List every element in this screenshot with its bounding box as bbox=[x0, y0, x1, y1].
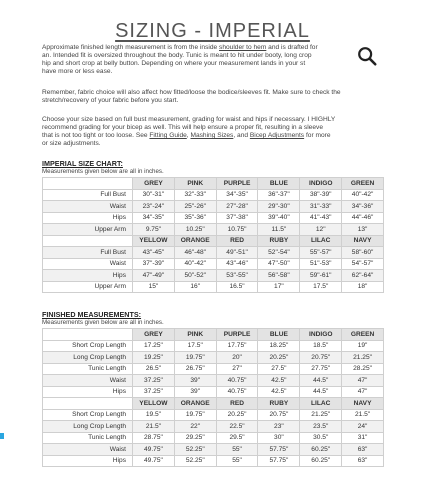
table-cell: 63" bbox=[342, 455, 384, 467]
table-cell: 26.5" bbox=[133, 363, 175, 375]
size-header-lilac: LILAC bbox=[300, 398, 342, 410]
p2-line-2: stretch/recovery of your fabric before you start. bbox=[42, 97, 179, 104]
table-cell: 38"-39" bbox=[300, 189, 342, 201]
table-cell: 24" bbox=[342, 421, 384, 433]
row-label: Short Crop Length bbox=[43, 409, 133, 421]
p1-line-text: have more or less ease. bbox=[42, 68, 113, 75]
table-row bbox=[43, 281, 384, 293]
table-cell: 13" bbox=[342, 224, 384, 236]
table-cell: 52"-54" bbox=[258, 247, 300, 259]
table-cell: 49"-51" bbox=[216, 247, 258, 259]
table-row bbox=[43, 352, 384, 364]
table-cell: 30"-31" bbox=[133, 189, 175, 201]
size-header-yellow: YELLOW bbox=[133, 398, 175, 410]
size-header-row bbox=[43, 329, 384, 341]
table-cell: 23"-24" bbox=[133, 201, 175, 213]
size-header-green: GREEN bbox=[342, 329, 384, 341]
table-cell: 44.5" bbox=[300, 375, 342, 387]
row-label: Upper Arm bbox=[43, 281, 133, 293]
table-cell: 34"-35" bbox=[216, 189, 258, 201]
size-header-ruby: RUBY bbox=[258, 235, 300, 247]
table-cell: 22.5" bbox=[216, 421, 258, 433]
header-corner bbox=[43, 235, 133, 247]
table-cell: 16" bbox=[174, 281, 216, 293]
table-cell: 22" bbox=[174, 421, 216, 433]
table-cell: 19.75" bbox=[174, 352, 216, 364]
table-cell: 27.75" bbox=[300, 363, 342, 375]
table-cell: 49.75" bbox=[133, 455, 175, 467]
table-cell: 18.5" bbox=[300, 340, 342, 352]
link-separator-1: , bbox=[186, 132, 191, 139]
row-label: Tunic Length bbox=[43, 432, 133, 444]
link-separator-2: , and bbox=[233, 132, 250, 139]
table-cell: 20.25" bbox=[258, 352, 300, 364]
table-cell: 21.25" bbox=[342, 352, 384, 364]
table-cell: 28.75" bbox=[133, 432, 175, 444]
table-cell: 40"-42" bbox=[342, 189, 384, 201]
size-header-orange: ORANGE bbox=[174, 235, 216, 247]
finished-measurements-table bbox=[42, 328, 384, 467]
row-label: Waist bbox=[43, 444, 133, 456]
p3-line-1: Choose your size based on full bust measurement, grading for waist and hips if necessary. I HIGHLY bbox=[42, 116, 336, 123]
size-header-green: GREEN bbox=[342, 178, 384, 190]
table-cell: 55"-57" bbox=[300, 247, 342, 259]
table-cell: 17" bbox=[258, 281, 300, 293]
table-cell: 20.75" bbox=[300, 352, 342, 364]
header-corner bbox=[43, 398, 133, 410]
table-cell: 9.75" bbox=[133, 224, 175, 236]
row-label: Tunic Length bbox=[43, 363, 133, 375]
table-cell: 40.75" bbox=[216, 386, 258, 398]
p3-line-3 bbox=[42, 132, 382, 140]
table-row bbox=[43, 363, 384, 375]
row-label: Waist bbox=[43, 258, 133, 270]
table-cell: 47" bbox=[342, 375, 384, 387]
table-cell: 37.25" bbox=[133, 386, 175, 398]
table-cell: 25"-26" bbox=[174, 201, 216, 213]
p3-line-4: or size adjustments. bbox=[42, 140, 101, 147]
size-chart-table bbox=[42, 177, 384, 293]
table-cell: 42.5" bbox=[258, 386, 300, 398]
table-cell: 27"-28" bbox=[216, 201, 258, 213]
table-cell: 63" bbox=[342, 444, 384, 456]
table-row bbox=[43, 409, 384, 421]
size-header-row bbox=[43, 235, 384, 247]
table-cell: 17.25" bbox=[133, 340, 175, 352]
table-row bbox=[43, 189, 384, 201]
table-cell: 34"-36" bbox=[342, 201, 384, 213]
size-header-blue: BLUE bbox=[258, 329, 300, 341]
size-header-pink: PINK bbox=[174, 178, 216, 190]
size-header-red: RED bbox=[216, 235, 258, 247]
finished-subheading: Measurements given below are all in inches. bbox=[42, 319, 164, 326]
table-cell: 44.5" bbox=[300, 386, 342, 398]
table-cell: 34"-35" bbox=[133, 212, 175, 224]
table-cell: 17.5" bbox=[300, 281, 342, 293]
p1-line-tail: and is drafted for bbox=[266, 44, 318, 51]
finished-heading: FINISHED MEASUREMENTS: bbox=[42, 310, 142, 319]
table-cell: 31" bbox=[342, 432, 384, 444]
p1-line-2 bbox=[42, 52, 382, 60]
header-corner bbox=[43, 329, 133, 341]
table-cell: 43"-46" bbox=[216, 258, 258, 270]
table-row bbox=[43, 455, 384, 467]
link-tail: for more bbox=[304, 132, 331, 139]
table-cell: 58"-60" bbox=[342, 247, 384, 259]
table-row bbox=[43, 224, 384, 236]
table-cell: 60.25" bbox=[300, 455, 342, 467]
table-cell: 20.25" bbox=[216, 409, 258, 421]
table-cell: 40"-42" bbox=[174, 258, 216, 270]
table-cell: 18.25" bbox=[258, 340, 300, 352]
table-cell: 37"-38" bbox=[216, 212, 258, 224]
table-cell: 30" bbox=[258, 432, 300, 444]
table-cell: 50"-52" bbox=[174, 270, 216, 282]
p2-line-1: Remember, fabric choice will also affect how fitted/loose the bodice/sleeves fit. Make sure to check the bbox=[42, 89, 341, 96]
table-row bbox=[43, 201, 384, 213]
table-cell: 19" bbox=[342, 340, 384, 352]
table-cell: 55" bbox=[216, 455, 258, 467]
fabric-paragraph bbox=[42, 89, 382, 105]
table-row bbox=[43, 432, 384, 444]
table-cell: 57.75" bbox=[258, 444, 300, 456]
table-cell: 15" bbox=[133, 281, 175, 293]
shoulder-to-hem-link[interactable]: shoulder to hem bbox=[219, 44, 267, 51]
table-cell: 56"-58" bbox=[258, 270, 300, 282]
row-label: Long Crop Length bbox=[43, 421, 133, 433]
table-cell: 44"-46" bbox=[342, 212, 384, 224]
table-cell: 60.25" bbox=[300, 444, 342, 456]
table-cell: 59"-61" bbox=[300, 270, 342, 282]
table-cell: 19.25" bbox=[133, 352, 175, 364]
table-cell: 43"-45" bbox=[133, 247, 175, 259]
table-cell: 11.5" bbox=[258, 224, 300, 236]
table-cell: 20.75" bbox=[258, 409, 300, 421]
table-cell: 23.5" bbox=[300, 421, 342, 433]
table-cell: 46"-48" bbox=[174, 247, 216, 259]
table-cell: 36"-37" bbox=[258, 189, 300, 201]
table-cell: 10.25" bbox=[174, 224, 216, 236]
table-cell: 27" bbox=[216, 363, 258, 375]
p1-line-4 bbox=[42, 68, 382, 76]
size-header-purple: PURPLE bbox=[216, 329, 258, 341]
page-title: SIZING - IMPERIAL bbox=[115, 20, 310, 42]
size-header-row bbox=[43, 398, 384, 410]
table-cell: 53"-55" bbox=[216, 270, 258, 282]
size-header-yellow: YELLOW bbox=[133, 235, 175, 247]
table-cell: 19.75" bbox=[174, 409, 216, 421]
size-header-indigo: INDIGO bbox=[300, 178, 342, 190]
table-cell: 51"-53" bbox=[300, 258, 342, 270]
table-cell: 39" bbox=[174, 386, 216, 398]
table-cell: 52.25" bbox=[174, 455, 216, 467]
table-cell: 27.5" bbox=[258, 363, 300, 375]
size-header-navy: NAVY bbox=[342, 398, 384, 410]
table-cell: 54"-57" bbox=[342, 258, 384, 270]
table-cell: 39" bbox=[174, 375, 216, 387]
size-header-navy: NAVY bbox=[342, 235, 384, 247]
row-label: Upper Arm bbox=[43, 224, 133, 236]
table-cell: 57.75" bbox=[258, 455, 300, 467]
size-header-row bbox=[43, 178, 384, 190]
size-chart-heading: IMPERIAL SIZE CHART: bbox=[42, 159, 123, 168]
table-cell: 12" bbox=[300, 224, 342, 236]
table-row bbox=[43, 212, 384, 224]
p1-line-3 bbox=[42, 60, 382, 68]
table-cell: 26.75" bbox=[174, 363, 216, 375]
size-header-pink: PINK bbox=[174, 329, 216, 341]
table-cell: 49.75" bbox=[133, 444, 175, 456]
table-cell: 35"-36" bbox=[174, 212, 216, 224]
row-label: Full Bust bbox=[43, 247, 133, 259]
size-chart-subheading: Measurements given below are all in inches. bbox=[42, 168, 164, 175]
row-label: Long Crop Length bbox=[43, 352, 133, 364]
row-label: Hips bbox=[43, 455, 133, 467]
header-corner bbox=[43, 178, 133, 190]
table-cell: 21.5" bbox=[133, 421, 175, 433]
size-header-lilac: LILAC bbox=[300, 235, 342, 247]
table-cell: 17.75" bbox=[216, 340, 258, 352]
table-cell: 21.25" bbox=[300, 409, 342, 421]
table-cell: 10.75" bbox=[216, 224, 258, 236]
table-row bbox=[43, 386, 384, 398]
row-label: Waist bbox=[43, 375, 133, 387]
p1-line-text: Approximate finished length measurement is from the inside bbox=[42, 44, 220, 51]
table-row bbox=[43, 340, 384, 352]
table-cell: 29"-30" bbox=[258, 201, 300, 213]
table-cell: 42.5" bbox=[258, 375, 300, 387]
table-cell: 32"-33" bbox=[174, 189, 216, 201]
mashing-sizes-link[interactable]: Mashing Sizes bbox=[190, 132, 234, 139]
size-choice-paragraph bbox=[42, 116, 382, 148]
p3-line-3-text: that is not too tight or too loose. See bbox=[42, 132, 150, 139]
size-header-purple: PURPLE bbox=[216, 178, 258, 190]
table-cell: 47"-49" bbox=[133, 270, 175, 282]
table-row bbox=[43, 375, 384, 387]
intro-paragraph bbox=[42, 44, 382, 76]
table-cell: 30.5" bbox=[300, 432, 342, 444]
size-header-blue: BLUE bbox=[258, 178, 300, 190]
table-cell: 23" bbox=[258, 421, 300, 433]
table-cell: 16.5" bbox=[216, 281, 258, 293]
size-header-ruby: RUBY bbox=[258, 398, 300, 410]
table-cell: 29.5" bbox=[216, 432, 258, 444]
table-row bbox=[43, 270, 384, 282]
table-cell: 31"-33" bbox=[300, 201, 342, 213]
table-cell: 19.5" bbox=[133, 409, 175, 421]
row-label: Full Bust bbox=[43, 189, 133, 201]
size-header-grey: GREY bbox=[133, 178, 175, 190]
table-cell: 47"-50" bbox=[258, 258, 300, 270]
table-cell: 41"-43" bbox=[300, 212, 342, 224]
table-row bbox=[43, 258, 384, 270]
table-cell: 37.25" bbox=[133, 375, 175, 387]
table-row bbox=[43, 421, 384, 433]
table-cell: 20" bbox=[216, 352, 258, 364]
table-cell: 62"-64" bbox=[342, 270, 384, 282]
row-label: Hips bbox=[43, 212, 133, 224]
table-cell: 29.25" bbox=[174, 432, 216, 444]
table-row bbox=[43, 444, 384, 456]
table-cell: 28.25" bbox=[342, 363, 384, 375]
table-cell: 39"-40" bbox=[258, 212, 300, 224]
size-header-orange: ORANGE bbox=[174, 398, 216, 410]
table-row bbox=[43, 247, 384, 259]
table-cell: 47" bbox=[342, 386, 384, 398]
p1-line-text: hip and short crop at belly button. Depending on where your measurement lands in your st bbox=[42, 60, 306, 67]
table-cell: 37"-39" bbox=[133, 258, 175, 270]
table-cell: 17.5" bbox=[174, 340, 216, 352]
table-cell: 21.5" bbox=[342, 409, 384, 421]
size-header-grey: GREY bbox=[133, 329, 175, 341]
row-label: Short Crop Length bbox=[43, 340, 133, 352]
table-cell: 52.25" bbox=[174, 444, 216, 456]
size-header-indigo: INDIGO bbox=[300, 329, 342, 341]
row-label: Waist bbox=[43, 201, 133, 213]
p1-line-text: an. Intended fit is oversized throughout the body. Tunic is meant to hit under booty, long crop bbox=[42, 52, 312, 59]
fitting-guide-link[interactable]: Fitting Guide bbox=[149, 132, 187, 139]
row-label: Hips bbox=[43, 386, 133, 398]
size-header-red: RED bbox=[216, 398, 258, 410]
p3-line-2: recommend grading for your bicep as well. This will help ensure a proper fit, resulting in a sleeve bbox=[42, 124, 323, 131]
p1-line-1 bbox=[42, 44, 382, 52]
bicep-adjustments-link[interactable]: Bicep Adjustments bbox=[249, 132, 305, 139]
table-cell: 55" bbox=[216, 444, 258, 456]
table-cell: 40.75" bbox=[216, 375, 258, 387]
table-cell: 18" bbox=[342, 281, 384, 293]
edge-accent-mark bbox=[0, 433, 4, 439]
row-label: Hips bbox=[43, 270, 133, 282]
